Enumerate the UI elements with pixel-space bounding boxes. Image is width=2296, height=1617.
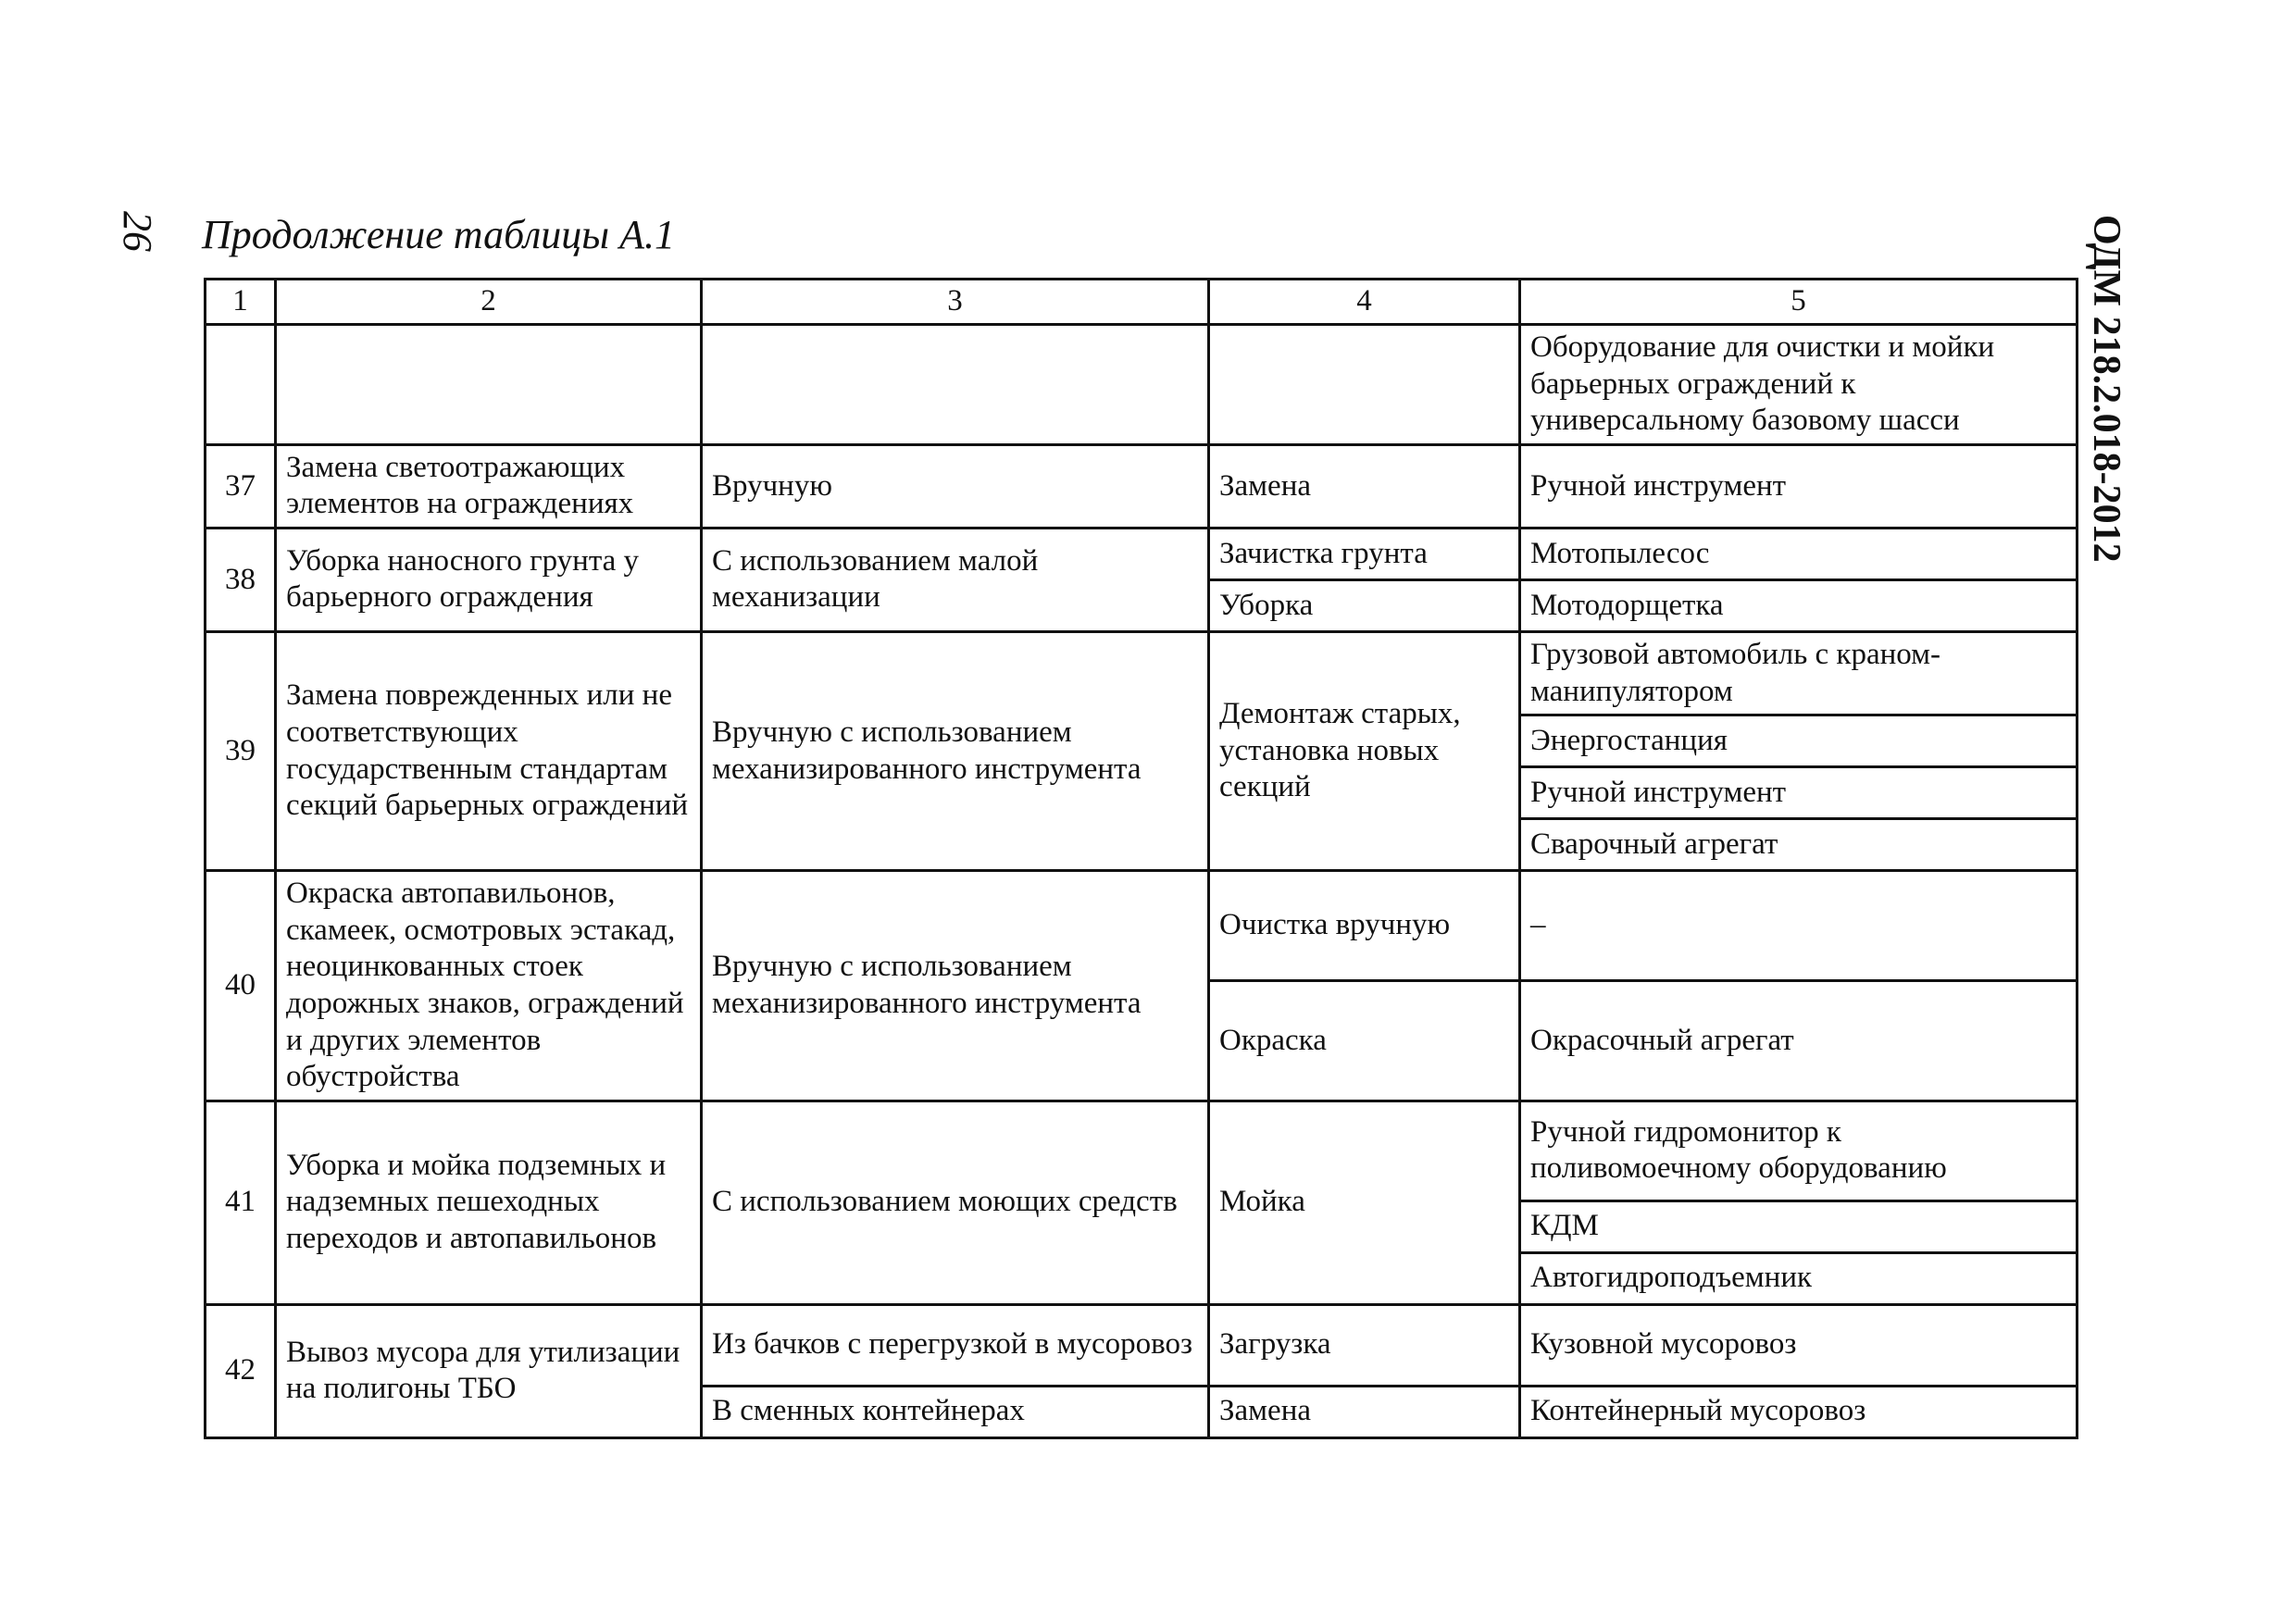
table-row <box>206 528 2078 579</box>
table-caption: Продолжение таблицы А.1 <box>202 212 675 257</box>
equipment-cell: Контейнерный мусоровоз <box>1520 1386 2078 1437</box>
table-row <box>206 631 2078 715</box>
header-cell: 4 <box>1209 280 1520 325</box>
table-row <box>206 1101 2078 1200</box>
page-number: 26 <box>115 211 160 252</box>
operation-cell: Замена <box>1209 444 1520 528</box>
operation-cell: Замена <box>1209 1386 1520 1437</box>
method-cell: Вручную <box>702 444 1209 528</box>
equipment-cell: Автогидроподъемник <box>1520 1252 2078 1304</box>
equipment-cell: Мотодорщетка <box>1520 579 2078 631</box>
table-row <box>206 871 2078 981</box>
equipment-cell: Энергостанция <box>1520 715 2078 767</box>
equipment-cell: Ручной инструмент <box>1520 767 2078 819</box>
operation-cell: Загрузка <box>1209 1304 1520 1386</box>
method-cell: С использованием моющих средств <box>702 1101 1209 1304</box>
header-cell: 5 <box>1520 280 2078 325</box>
equipment-cell: – <box>1520 871 2078 981</box>
document-code: ОДМ 218.2.018-2012 <box>2085 215 2128 563</box>
equipment-cell: Окрасочный агрегат <box>1520 981 2078 1101</box>
method-cell: Вручную с использованием механизированного инструмента <box>702 871 1209 1101</box>
work-cell: Замена поврежденных или не соответствующих государственным стандартам секций барьерных ограждений <box>276 631 702 870</box>
row-number: 41 <box>206 1101 276 1304</box>
equipment-cell: Ручной гидромонитор к поливомоечному оборудованию <box>1520 1101 2078 1200</box>
equipment-cell: Сварочный агрегат <box>1520 819 2078 871</box>
method-cell: Вручную с использованием механизированного инструмента <box>702 631 1209 870</box>
work-cell: Уборка и мойка подземных и надземных пешеходных переходов и автопавильонов <box>276 1101 702 1304</box>
operation-cell: Очистка вручную <box>1209 871 1520 981</box>
empty-cell <box>702 325 1209 445</box>
header-cell: 2 <box>276 280 702 325</box>
method-cell: С использованием малой механизации <box>702 528 1209 631</box>
empty-cell <box>1209 325 1520 445</box>
operation-cell: Мойка <box>1209 1101 1520 1304</box>
table-row <box>206 1304 2078 1386</box>
work-cell: Уборка наносного грунта у барьерного ограждения <box>276 528 702 631</box>
operation-cell: Зачистка грунта <box>1209 528 1520 579</box>
method-cell: Из бачков с перегрузкой в мусоровоз <box>702 1304 1209 1386</box>
row-number: 42 <box>206 1304 276 1437</box>
row-number: 37 <box>206 444 276 528</box>
work-cell: Замена светоотражающих элементов на ограждениях <box>276 444 702 528</box>
row-number: 40 <box>206 871 276 1101</box>
equipment-table <box>204 278 2078 1439</box>
empty-cell <box>206 325 276 445</box>
header-cell: 1 <box>206 280 276 325</box>
header-cell: 3 <box>702 280 1209 325</box>
work-cell: Вывоз мусора для утилизации на полигоны ТБО <box>276 1304 702 1437</box>
work-cell: Окраска автопавильонов, скамеек, осмотровых эстакад, неоцинкованных стоек дорожных знаков, ограждений и других элементов обустройства <box>276 871 702 1101</box>
equipment-cell: Грузовой автомобиль с краном-манипулятором <box>1520 631 2078 715</box>
equipment-cell: Мотопылесос <box>1520 528 2078 579</box>
method-cell: В сменных контейнерах <box>702 1386 1209 1437</box>
table-row <box>206 325 2078 445</box>
equipment-cell: Оборудование для очистки и мойки барьерных ограждений к универсальному базовому шасси <box>1520 325 2078 445</box>
equipment-cell: Кузовной мусоровоз <box>1520 1304 2078 1386</box>
table-row <box>206 444 2078 528</box>
operation-cell: Окраска <box>1209 981 1520 1101</box>
equipment-cell: КДМ <box>1520 1200 2078 1252</box>
operation-cell: Уборка <box>1209 579 1520 631</box>
row-number: 39 <box>206 631 276 870</box>
row-number: 38 <box>206 528 276 631</box>
equipment-cell: Ручной инструмент <box>1520 444 2078 528</box>
header-row <box>206 280 2078 325</box>
empty-cell <box>276 325 702 445</box>
operation-cell: Демонтаж старых, установка новых секций <box>1209 631 1520 870</box>
